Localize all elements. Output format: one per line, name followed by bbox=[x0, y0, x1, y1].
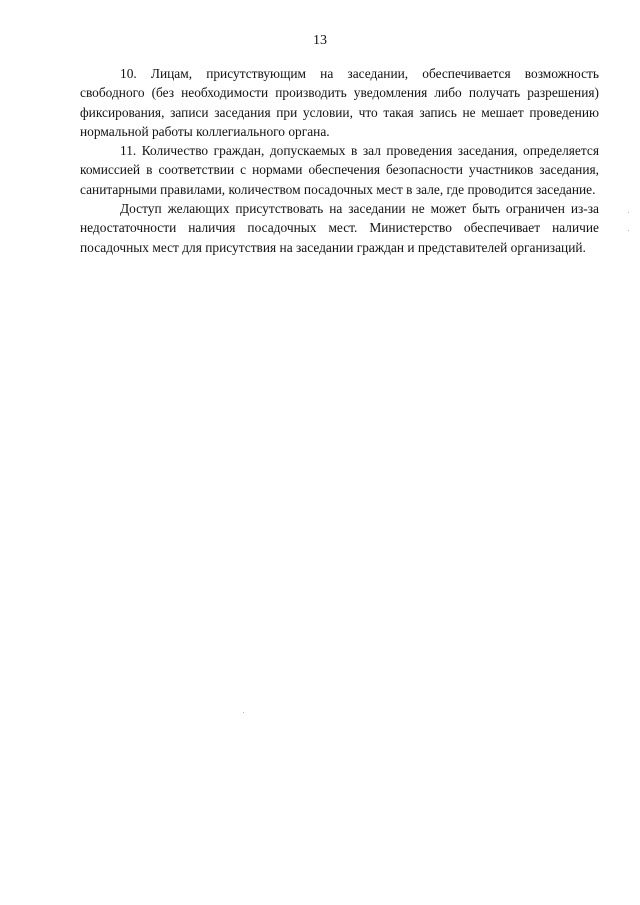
paragraph-10: 10. Лицам, присутствующим на заседании, обеспечивается возможность свободного (без необходимости производить уведомления либо получать разрешения) фиксирования, записи заседания при условии, что такая запись не мешает проведению нормальной работы коллегиального органа. bbox=[80, 66, 599, 139]
scan-dot bbox=[628, 230, 629, 231]
page-number: 13 bbox=[313, 33, 327, 48]
scan-dot bbox=[243, 712, 244, 713]
document-body bbox=[80, 64, 599, 257]
paragraph-access: Доступ желающих присутствовать на заседании не может быть ограничен из-за недостаточности наличия посадочных мест. Министерство обеспечивает наличие посадочных мест для присутствия на заседании граждан и представителей организаций. bbox=[80, 201, 599, 255]
scan-dot bbox=[628, 212, 629, 213]
paragraph-11: 11. Количество граждан, допускаемых в зал проведения заседания, определяется комиссией в соответствии с нормами обеспечения безопасности участников заседания, санитарными правилами, количеством посадочных мест в зале, где проводится заседание. bbox=[80, 143, 599, 197]
